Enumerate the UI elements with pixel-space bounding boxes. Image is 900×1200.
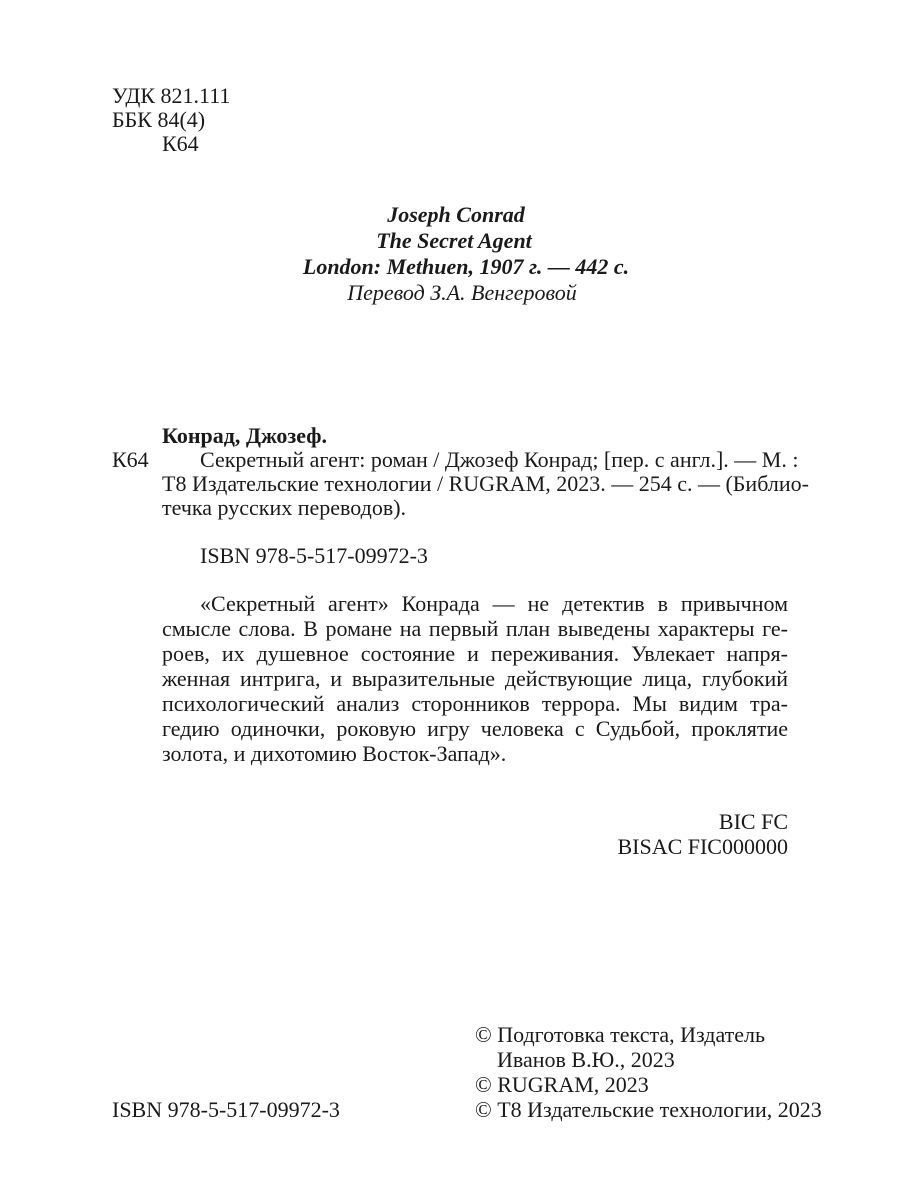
record-author-heading: Конрад, Джозеф. bbox=[162, 423, 328, 448]
annotation-line: золота, и дихотомию Восток-Запад». bbox=[162, 741, 507, 766]
original-publication: London: Methuen, 1907 г. — 442 с. bbox=[302, 254, 630, 279]
annotation-line: «Секретный агент» Конрада — не детектив в привычном bbox=[200, 591, 788, 616]
udk-code: УДК 821.111 bbox=[112, 83, 231, 108]
annotation-line: психологический анализ сторонников террора. Мы видим тра- bbox=[162, 691, 788, 716]
original-title: The Secret Agent bbox=[376, 228, 532, 253]
annotation-line: женная интрига, и выразительные действующие лица, глубокий bbox=[162, 666, 788, 691]
record-line: Т8 Издательские технологии / RUGRAM, 2023. — 254 с. — (Библио- bbox=[162, 471, 809, 496]
annotation-line: смысле слова. В романе на первый план выведены характеры ге- bbox=[162, 616, 788, 641]
annotation-line: гедию одиночки, роковую игру человека с Судьбой, проклятие bbox=[162, 716, 788, 741]
copyright-text-preparation-holder: Иванов В.Ю., 2023 bbox=[497, 1047, 675, 1072]
bisac-code: BISAC FIC000000 bbox=[617, 834, 788, 859]
bbk-code: ББК 84(4) bbox=[112, 107, 206, 132]
copyright-rugram: © RUGRAM, 2023 bbox=[475, 1072, 649, 1097]
record-line: Секретный агент: роман / Джозеф Конрад; [пер. с англ.]. — М. : bbox=[200, 447, 799, 472]
footer-isbn: ISBN 978-5-517-09972-3 bbox=[112, 1097, 340, 1122]
annotation-line: роев, их душевное состояние и переживания. Увлекает напря- bbox=[162, 641, 788, 666]
record-line: течка русских переводов). bbox=[162, 495, 407, 520]
author-sign-code: К64 bbox=[162, 131, 199, 156]
copyright-t8: © Т8 Издательские технологии, 2023 bbox=[475, 1097, 822, 1122]
translation-credit: Перевод З.А. Венгеровой bbox=[347, 280, 577, 305]
copyright-text-preparation: © Подготовка текста, Издатель bbox=[475, 1022, 766, 1047]
bic-code: BIC FC bbox=[718, 809, 788, 834]
record-author-sign: К64 bbox=[112, 447, 149, 472]
record-isbn: ISBN 978-5-517-09972-3 bbox=[200, 543, 428, 568]
original-author: Joseph Conrad bbox=[387, 202, 525, 227]
